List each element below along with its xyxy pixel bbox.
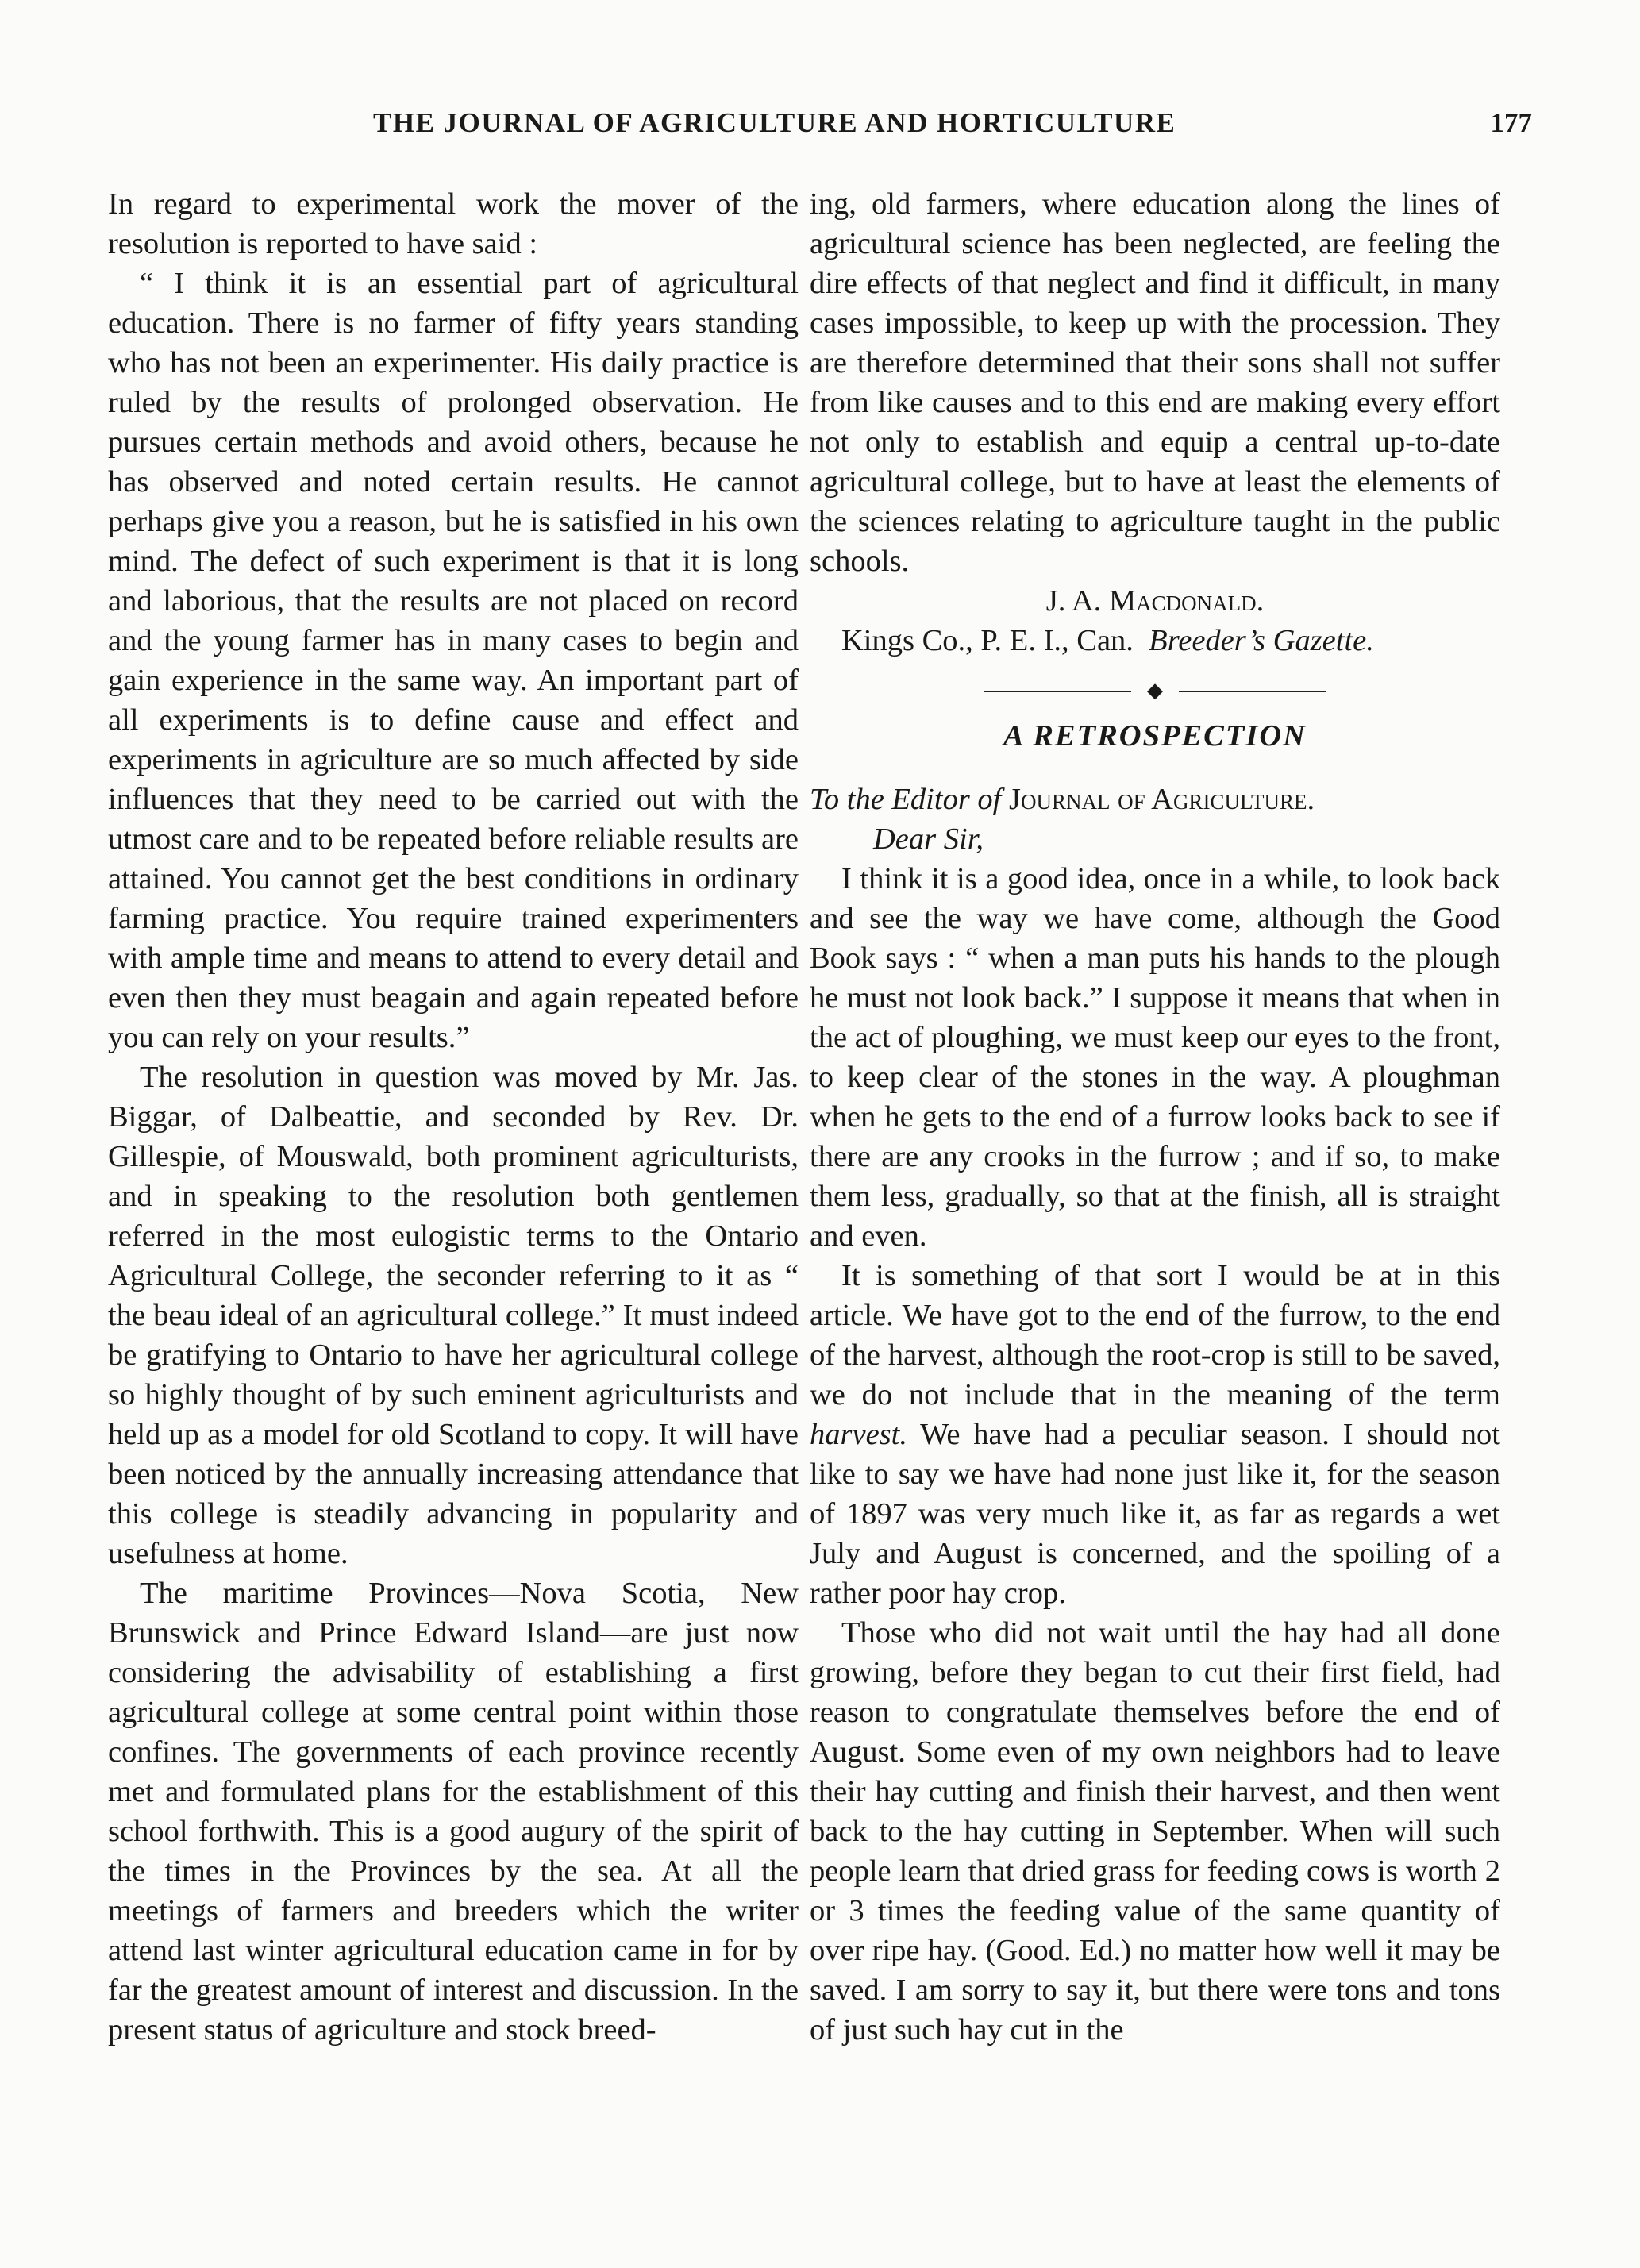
salutation-to: [810, 780, 1500, 819]
author-name: J. A. Macdonald.: [1045, 584, 1265, 618]
page-number: 177: [1490, 107, 1532, 138]
left-column: [108, 184, 799, 2050]
article-text-a: It is something of that sort I would be at in this article. We have got to the end of the furrow, to the end of the harvest, although the root-crop is still to be saved, we do not include that in the meaning of the term: [810, 1259, 1500, 1411]
source-place: Kings Co., P. E. I., Can.: [841, 624, 1134, 657]
salutation-journal: Journal of Agriculture.: [1009, 783, 1315, 816]
page-header: [103, 107, 1532, 155]
paragraph-maritime: The maritime Provinces—Nova Scotia, New Brunswick and Prince Edward Island—are just now considering the advisability of establishing a first agricultural college at some central point within those confines. The governments of each province recently met and formulated plans for the establishment of this school forthwith. This is a good augury of the spirit of the times in the Provinces by the sea. At all the meetings of farmers and breeders which the writer attend last winter agricultural education came in for by far the greatest amount of interest and discussion. In the present status of agriculture and stock breed-: [108, 1577, 799, 2047]
paragraph-intro: In regard to experimental work the mover of the resolution is reported to have said :: [108, 187, 799, 260]
article-harvest-word: harvest.: [810, 1418, 907, 1451]
paragraph-quote: “ I think it is an essential part of agricultural education. There is no farmer of fifty years standing who has not been an experimenter. His daily practice is ruled by the results of prolonged observation. He pursues certain methods and avoid others, because he has observed and noted certain results. He cannot perhaps give you a reason, but he is satisfied in his own mind. The defect of such experiment is that it is long and laborious, that the results are not placed on record and the young farmer has in many cases to begin and gain experience in the same way. An important part of all experiments is to define cause and effect and experiments in agriculture are so much affected by side influences that they need to be carried out with the utmost care and to be repeated before reliable results are attained. You cannot get the best conditions in ordinary farming practice. You require trained experimenters with ample time and means to attend to every detail and even then they must beagain and again repeated before you can rely on your results.”: [108, 267, 799, 1054]
right-column: [810, 184, 1500, 2050]
running-title: THE JOURNAL OF AGRICULTURE AND HORTICULTURE: [373, 107, 1176, 138]
section-title: A RETROSPECTION: [1003, 719, 1307, 753]
paragraph-good-idea: I think it is a good idea, once in a while, to look back and see the way we have come, although the Good Book says : “ when a man puts his hands to the plough he must not look back.” I suppose it means that when in the act of ploughing, we must keep our eyes to the front, to keep clear of the stones in the way. A ploughman when he gets to the end of a furrow looks back to see if there are any crooks in the furrow ; and if so, to make them less, gradually, so that at the finish, all is straight and even.: [810, 862, 1500, 1253]
paragraph-resolution: The resolution in question was moved by Mr. Jas. Biggar, of Dalbeattie, and seconded by Rev. Dr. Gillespie, of Mouswald, both prominent agriculturists, and in speaking to the resolution both gentlemen referred in the most eulogistic terms to the Ontario Agricultural College, the seconder referring to it as “ the beau ideal of an agricultural college.” It must indeed be gratifying to Ontario to have her agricultural college so highly thought of by such eminent agriculturists and held up as a model for old Scotland to copy. It will have been noticed by the annually increasing attendance that this college is steadily advancing in popularity and usefulness at home.: [108, 1061, 799, 1570]
section-divider: [810, 672, 1500, 711]
salutation-to-editor: To the Editor of: [810, 783, 1002, 816]
author-signature: [810, 581, 1500, 621]
source-line: [810, 621, 1500, 660]
paragraph-continued: ing, old farmers, where education along the lines of agricultural science has been neglected, are feeling the dire effects of that neglect and find it difficult, in many cases impossible, to keep up with the procession. They are therefore determined that their sons shall not suffer from like causes and to this end are making every effort not only to establish and equip a central up-to-date agricultural college, but to have at least the elements of the sciences relating to agriculture taught in the public schools.: [810, 187, 1500, 578]
paragraph-hay: Those who did not wait until the hay had all done growing, before they began to cut their first field, had reason to congratulate themselves before the end of August. Some even of my own neighbors had to leave their hay cutting and finish their harvest, and then went back to the hay cutting in September. When will such people learn that dried grass for feeding cows is worth 2 or 3 times the feeding value of the same quantity of over ripe hay. (Good. Ed.) no matter how well it may be saved. I am sorry to say it, but there were tons and tons of just such hay cut in the: [810, 1616, 1500, 2047]
divider-ornament-icon: ◆: [1131, 680, 1179, 701]
salutation-dear-sir: Dear Sir,: [873, 822, 984, 856]
paragraph-article: [810, 1256, 1500, 1613]
article-text-b: We have had a peculiar season. I should not like to say we have had none just like it, for the season of 1897 was very much like it, as far as regards a wet July and August is concerned, and the spoiling of a rather poor hay crop.: [810, 1418, 1500, 1610]
source-paper: Breeder’s Gazette.: [1149, 624, 1374, 657]
